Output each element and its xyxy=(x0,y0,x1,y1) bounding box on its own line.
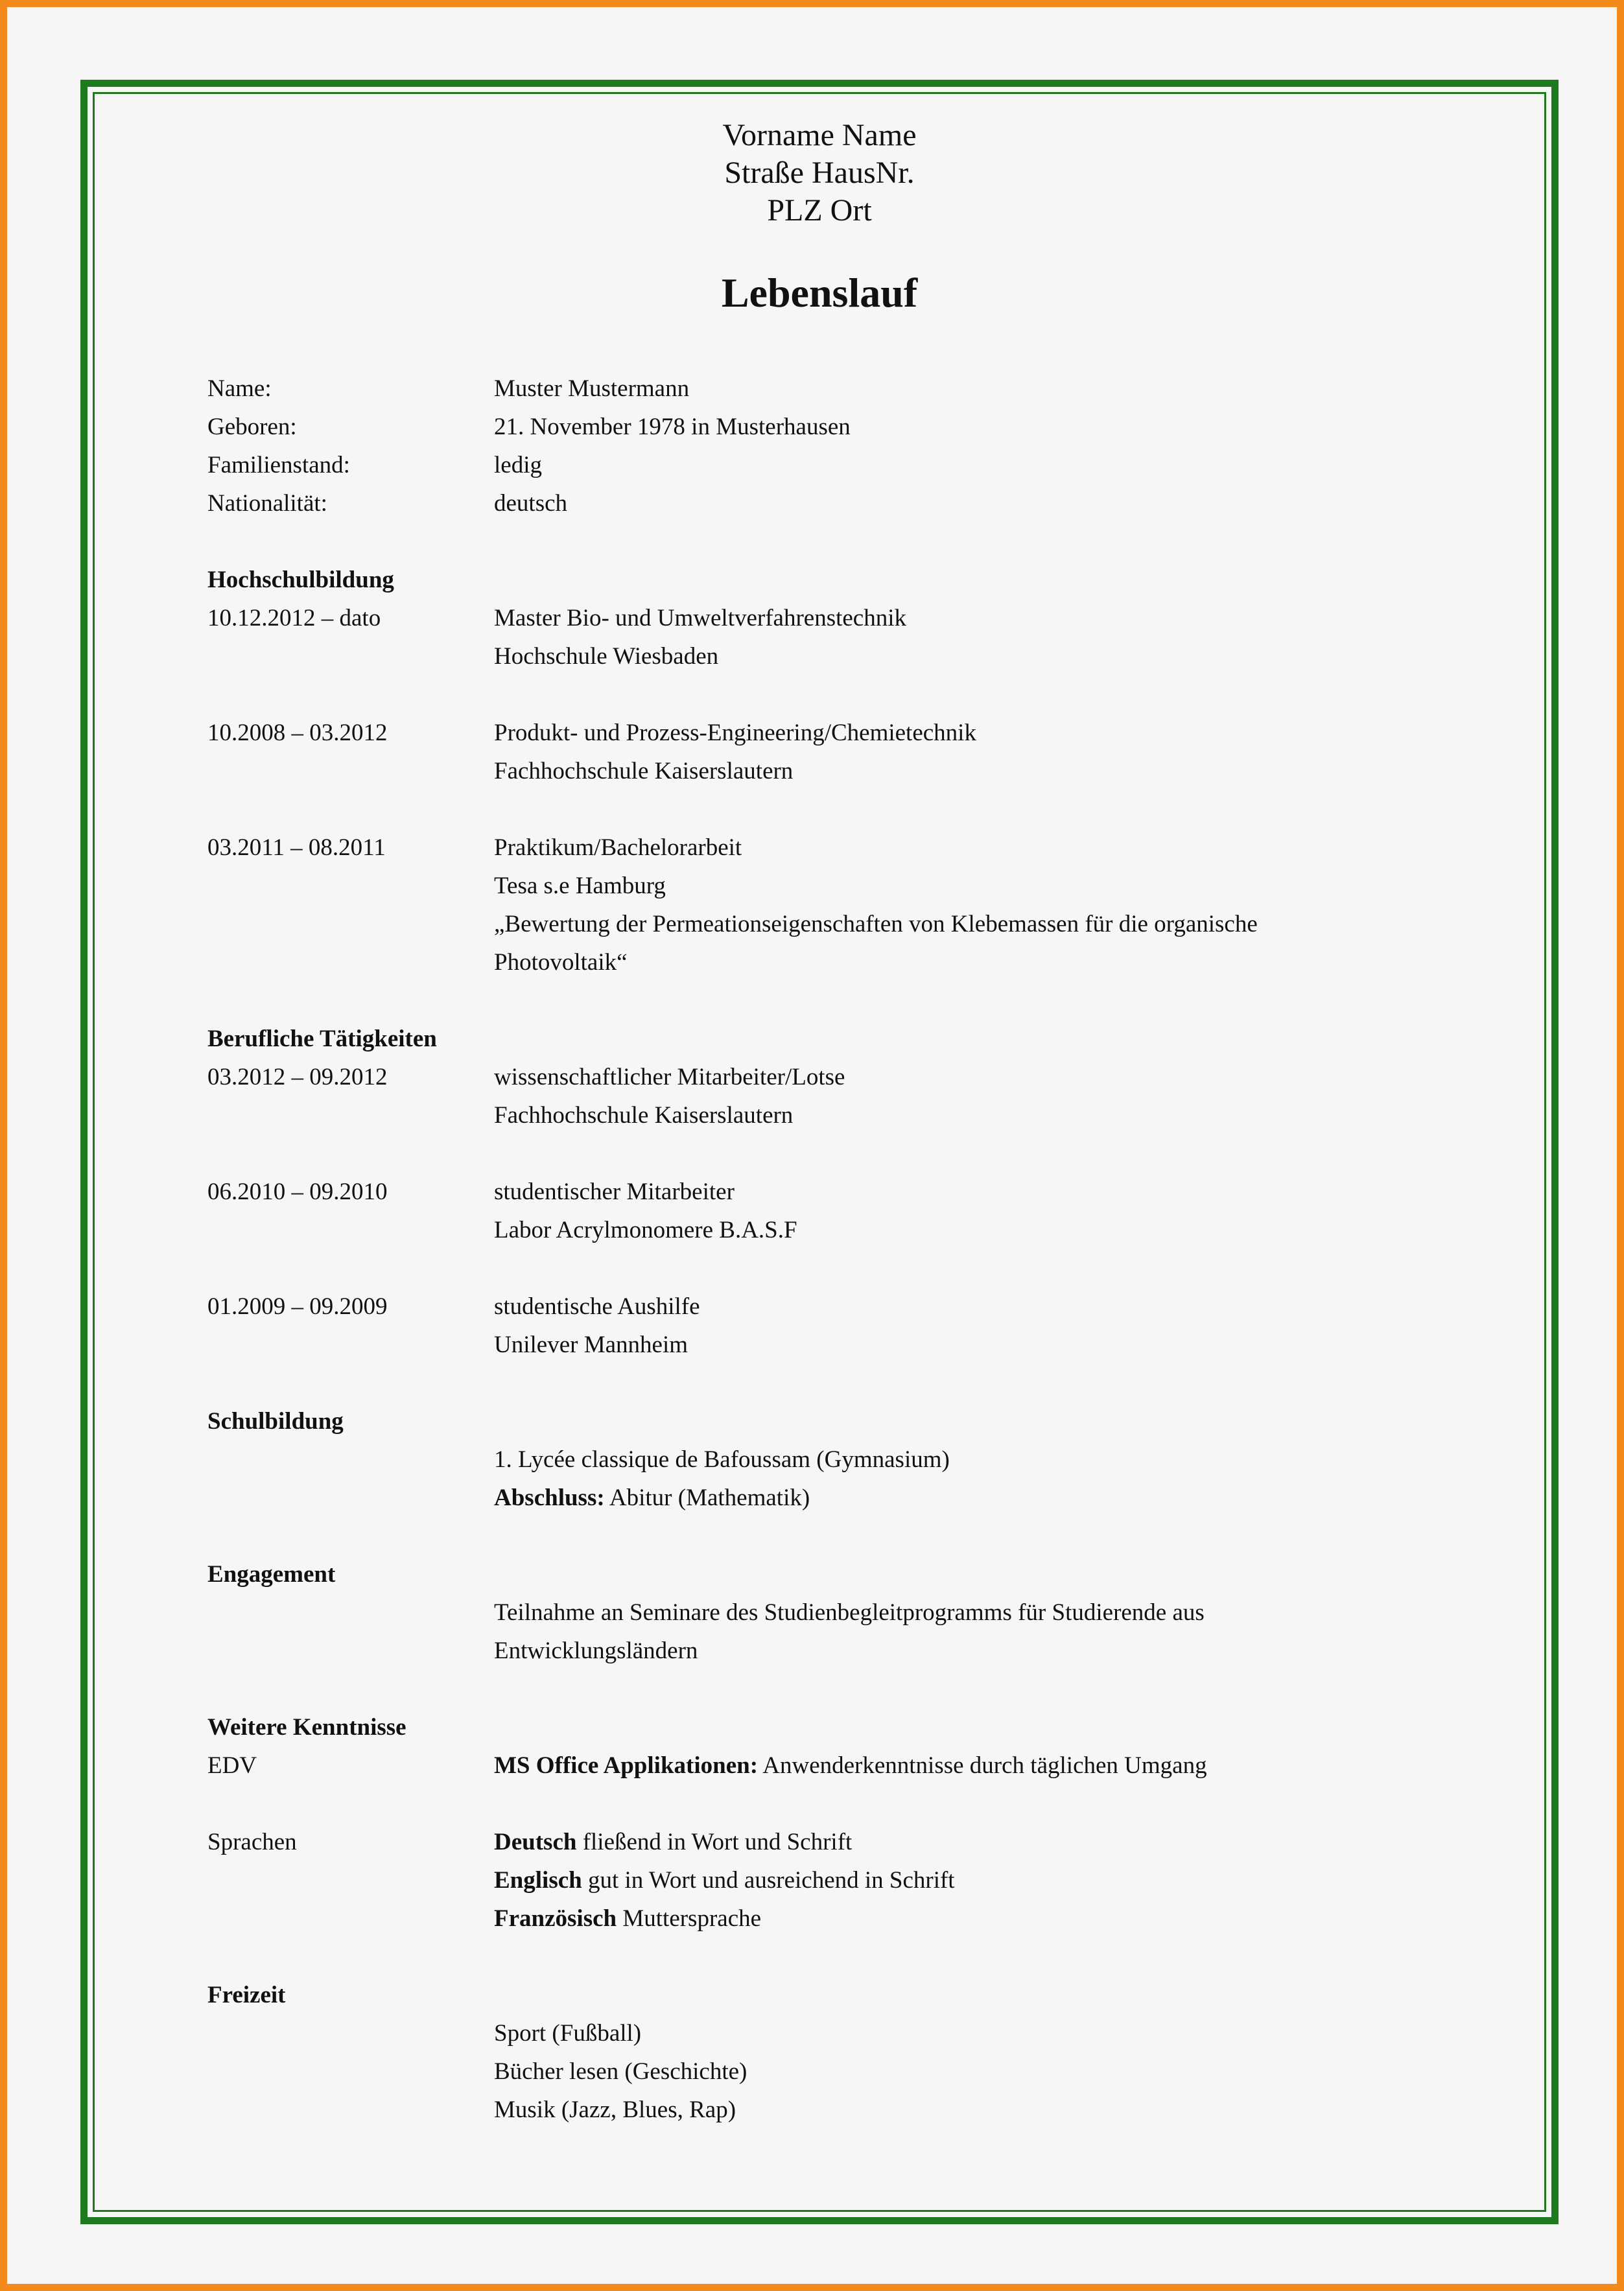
entry-details xyxy=(494,2014,1472,2129)
spacer xyxy=(207,1517,1472,1555)
entry-label: Sprachen xyxy=(207,1829,297,1855)
entry-line: wissenschaftlicher Mitarbeiter/Lotse xyxy=(494,1064,845,1090)
entry-row xyxy=(207,1440,1472,1517)
field-label: Nationalität: xyxy=(207,490,327,517)
spacer xyxy=(207,1249,1472,1287)
entry-line: Fachhochschule Kaiserslautern xyxy=(494,758,794,784)
entry-row xyxy=(207,828,1472,981)
document-title: Lebenslauf xyxy=(721,270,918,316)
entry-row xyxy=(207,1823,1472,1938)
spacer xyxy=(207,523,1472,561)
entry-row xyxy=(207,1058,1472,1134)
language-name: Deutsch xyxy=(494,1829,577,1855)
abschluss-label: Abschluss: xyxy=(494,1485,605,1511)
entry-line xyxy=(494,1746,1472,1785)
spacer xyxy=(207,1364,1472,1402)
entry-line: Entwicklungsländern xyxy=(494,1638,698,1664)
spacer xyxy=(207,790,1472,828)
field-value: deutsch xyxy=(494,490,568,517)
entry-row xyxy=(207,714,1472,790)
entry-date xyxy=(207,1440,494,1517)
entry-line: Teilnahme an Seminare des Studienbegleitprogramms für Studierende aus xyxy=(494,1599,1205,1626)
entry-row xyxy=(207,1746,1472,1785)
entry-details xyxy=(494,1173,1472,1249)
entry-line: Praktikum/Bachelorarbeit xyxy=(494,834,742,861)
entry-date: 06.2010 – 09.2010 xyxy=(207,1179,388,1205)
personal-data xyxy=(207,370,1472,523)
entry-details xyxy=(494,1440,1472,1517)
entry-details xyxy=(494,714,1472,790)
entry-row xyxy=(207,1173,1472,1249)
entry-details xyxy=(494,1287,1472,1364)
entry-line: 1. Lycée classique de Bafoussam (Gymnasium) xyxy=(494,1446,950,1473)
section-heading-berufliche-taetigkeiten: Berufliche Tätigkeiten xyxy=(207,1026,437,1052)
entry-date: 03.2011 – 08.2011 xyxy=(207,834,386,861)
entry-row xyxy=(207,2014,1472,2129)
entry-date xyxy=(207,2014,494,2129)
abschluss-value: Abitur (Mathematik) xyxy=(609,1485,810,1511)
language-level: fließend in Wort und Schrift xyxy=(582,1829,853,1855)
language-name: Französisch xyxy=(494,1905,617,1932)
sender-city: PLZ Ort xyxy=(767,193,872,228)
entry-date: 01.2009 – 09.2009 xyxy=(207,1293,388,1320)
language-line xyxy=(494,1899,1472,1938)
entry-line: Unilever Mannheim xyxy=(494,1332,688,1358)
personal-row xyxy=(207,408,1472,446)
section-heading-engagement: Engagement xyxy=(207,1561,336,1588)
spacer xyxy=(207,1938,1472,1976)
edv-skill: MS Office Applikationen: xyxy=(494,1752,759,1779)
field-value: Muster Mustermann xyxy=(494,375,690,402)
sender-street: Straße HausNr. xyxy=(724,156,915,190)
entry-line: studentischer Mitarbeiter xyxy=(494,1179,735,1205)
entry-line: Tesa s.e Hamburg xyxy=(494,873,666,899)
language-line xyxy=(494,1861,1472,1899)
language-line xyxy=(494,1823,1472,1861)
document-border xyxy=(80,80,1559,2224)
section-heading-hochschulbildung: Hochschulbildung xyxy=(207,567,394,593)
edv-text: Anwenderkenntnisse durch täglichen Umgang xyxy=(762,1752,1207,1779)
field-label: Name: xyxy=(207,375,272,402)
field-label: Geboren: xyxy=(207,414,297,440)
entry-date: 03.2012 – 09.2012 xyxy=(207,1064,388,1090)
entry-line: studentische Aushilfe xyxy=(494,1293,700,1320)
language-level: Muttersprache xyxy=(622,1905,762,1932)
field-value: 21. November 1978 in Musterhausen xyxy=(494,414,851,440)
language-level: gut in Wort und ausreichend in Schrift xyxy=(587,1867,955,1894)
entry-details xyxy=(494,1593,1472,1670)
spacer xyxy=(207,981,1472,1020)
entry-details xyxy=(494,828,1472,981)
entry-date xyxy=(207,1593,494,1670)
entry-line: Hochschule Wiesbaden xyxy=(494,643,719,670)
entry-row xyxy=(207,1593,1472,1670)
entry-date: 10.2008 – 03.2012 xyxy=(207,720,388,746)
section-heading-weitere-kenntnisse: Weitere Kenntnisse xyxy=(207,1714,406,1741)
entry-line: Master Bio- und Umweltverfahrenstechnik xyxy=(494,605,907,631)
entry-row xyxy=(207,599,1472,676)
entry-details xyxy=(494,1823,1472,1938)
field-label: Familienstand: xyxy=(207,452,350,478)
field-value: ledig xyxy=(494,452,542,478)
entry-line: Photovoltaik“ xyxy=(494,949,628,976)
cv-content xyxy=(207,370,1472,2129)
spacer xyxy=(207,1134,1472,1173)
personal-row xyxy=(207,484,1472,523)
sender-address xyxy=(88,117,1551,229)
entry-details xyxy=(494,1058,1472,1134)
entry-details xyxy=(494,599,1472,676)
entry-line: Produkt- und Prozess-Engineering/Chemietechnik xyxy=(494,720,976,746)
personal-row xyxy=(207,446,1472,484)
spacer xyxy=(207,676,1472,714)
entry-details xyxy=(494,1746,1472,1785)
language-name: Englisch xyxy=(494,1867,582,1894)
entry-row xyxy=(207,1287,1472,1364)
section-heading-schulbildung: Schulbildung xyxy=(207,1408,344,1435)
entry-label: EDV xyxy=(207,1752,257,1779)
entry-line: Fachhochschule Kaiserslautern xyxy=(494,1102,794,1129)
spacer xyxy=(207,1785,1472,1823)
hobby-item: Sport (Fußball) xyxy=(494,2020,642,2047)
entry-line: „Bewertung der Permeationseigenschaften von Klebemassen für die organische xyxy=(494,911,1258,937)
hobby-item: Bücher lesen (Geschichte) xyxy=(494,2058,747,2085)
spacer xyxy=(207,1670,1472,1708)
section-heading-freizeit: Freizeit xyxy=(207,1982,286,2008)
entry-line xyxy=(494,1479,1472,1517)
entry-date: 10.12.2012 – dato xyxy=(207,605,381,631)
sender-name: Vorname Name xyxy=(722,118,917,152)
personal-row xyxy=(207,370,1472,408)
hobby-item: Musik (Jazz, Blues, Rap) xyxy=(494,2097,736,2123)
entry-line: Labor Acrylmonomere B.A.S.F xyxy=(494,1217,797,1243)
